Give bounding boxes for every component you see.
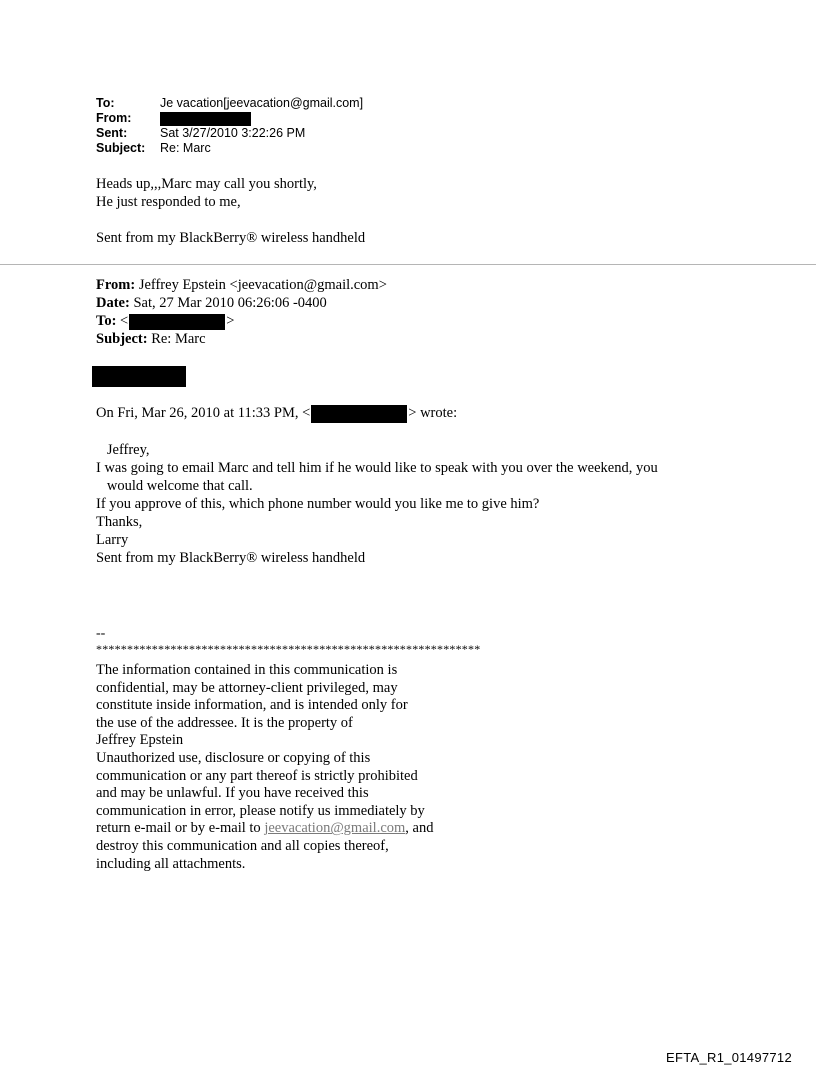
separator-line: [0, 264, 816, 265]
signature-dash: --: [96, 626, 106, 641]
body-line: Heads up,,,Marc may call you shortly,: [96, 176, 317, 192]
quote-line: would welcome that call.: [96, 478, 253, 494]
body-signature: Sent from my BlackBerry® wireless handheld: [96, 230, 366, 246]
quote-line: Jeffrey,: [96, 442, 150, 458]
fwd-from-row: [96, 276, 387, 294]
email-header: [96, 96, 363, 156]
email-link[interactable]: jeevacation@gmail.com: [264, 820, 406, 837]
return-suffix: , and: [405, 820, 434, 837]
message-body: [96, 175, 365, 247]
disclaimer-line: and may be unlawful. If you have received this: [96, 785, 369, 802]
disclaimer-line: confidential, may be attorney-client privileged, may: [96, 679, 398, 696]
asterisk-divider: **************************************************************: [96, 642, 481, 656]
header-from-row: [96, 111, 363, 126]
disclaimer-line: the use of the addressee. It is the property of: [96, 714, 353, 731]
disclaimer-line: Unauthorized use, disclosure or copying of this: [96, 749, 371, 766]
disclaimer-line: destroy this communication and all copies thereof,: [96, 837, 389, 854]
fwd-to-row: [96, 312, 387, 330]
subject-value: Re: Marc: [160, 141, 211, 155]
to-value: Je vacation[jeevacation@gmail.com]: [160, 96, 364, 110]
fwd-from-value: Jeffrey Epstein <jeevacation@gmail.com>: [135, 277, 387, 293]
fwd-date-value: Sat, 27 Mar 2010 06:26:06 -0400: [129, 295, 327, 311]
to-label: To:: [96, 96, 115, 110]
disclaimer-line: communication in error, please notify us immediately by: [96, 802, 425, 819]
quote-intro-suffix: > wrote:: [408, 405, 458, 421]
quoted-message: [96, 441, 658, 567]
header-sent-row: [96, 126, 363, 141]
fwd-date-label: Date:: [96, 295, 130, 311]
redaction-bar: [92, 366, 186, 387]
fwd-to-open: <: [116, 313, 129, 329]
from-label: From:: [96, 111, 132, 125]
quote-line: Larry: [96, 532, 129, 548]
sent-value: Sat 3/27/2010 3:22:26 PM: [160, 126, 306, 140]
quote-line: Thanks,: [96, 514, 143, 530]
quote-intro-prefix: On Fri, Mar 26, 2010 at 11:33 PM, <: [96, 405, 311, 421]
redaction-bar: [311, 405, 407, 423]
quote-line: If you approve of this, which phone number would you like me to give him?: [96, 496, 540, 512]
redaction-bar: [160, 112, 251, 126]
header-to-row: [96, 96, 363, 111]
subject-label: Subject:: [96, 141, 146, 155]
fwd-date-row: [96, 294, 387, 312]
forwarded-header: [96, 276, 387, 348]
fwd-subject-label: Subject:: [96, 331, 148, 347]
disclaimer-line: Jeffrey Epstein: [96, 732, 184, 749]
quote-signature: Sent from my BlackBerry® wireless handheld: [96, 550, 366, 566]
document-id: EFTA_R1_01497712: [666, 1050, 792, 1065]
quote-intro: [96, 404, 457, 423]
fwd-subject-row: [96, 330, 387, 348]
disclaimer-line: constitute inside information, and is intended only for: [96, 697, 408, 714]
fwd-from-label: From:: [96, 277, 136, 293]
disclaimer-line: communication or any part thereof is strictly prohibited: [96, 767, 418, 784]
body-line: He just responded to me,: [96, 194, 241, 210]
sent-label: Sent:: [96, 126, 128, 140]
fwd-to-close: >: [226, 313, 235, 329]
fwd-subject-value: Re: Marc: [147, 331, 206, 347]
confidentiality-disclaimer: [96, 662, 433, 873]
redaction-bar: [129, 314, 225, 330]
return-prefix: return e-mail or by e-mail to: [96, 820, 265, 837]
from-value: [160, 111, 251, 126]
fwd-to-label: To:: [96, 313, 117, 329]
disclaimer-line: [96, 820, 433, 838]
disclaimer-line: The information contained in this communication is: [96, 662, 398, 678]
quote-line: I was going to email Marc and tell him if he would like to speak with you over the weekend, you: [96, 460, 658, 476]
header-subject-row: [96, 141, 363, 156]
disclaimer-line: including all attachments.: [96, 855, 246, 872]
